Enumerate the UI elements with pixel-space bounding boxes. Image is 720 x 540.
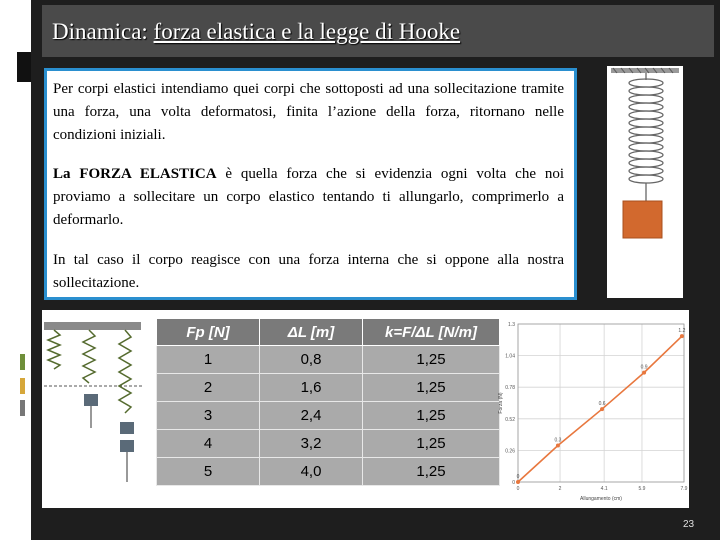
data-point bbox=[680, 334, 684, 338]
y-tick-label: 1.3 bbox=[508, 322, 515, 328]
x-axis-label: Allungamento (cm) bbox=[580, 496, 622, 502]
x-tick-label: 0 bbox=[516, 486, 520, 492]
elastic-force-term: La FORZA ELASTICA bbox=[53, 166, 217, 182]
data-label: 0.3 bbox=[554, 437, 562, 444]
table-row bbox=[157, 402, 500, 430]
paragraph-elastic-force bbox=[53, 163, 564, 232]
hooke-data-table bbox=[156, 318, 500, 486]
data-point bbox=[600, 407, 604, 411]
table-cell: 3,2 bbox=[260, 430, 363, 458]
page-number: 23 bbox=[683, 519, 695, 530]
text-box bbox=[44, 68, 577, 300]
y-axis-label: Forza (N) bbox=[498, 392, 504, 414]
table-cell: 1,25 bbox=[363, 430, 500, 458]
title-prefix: Dinamica: bbox=[52, 19, 154, 44]
y-tick-label: 0.78 bbox=[505, 385, 515, 392]
title-main: forza elastica e la legge di Hooke bbox=[153, 19, 461, 44]
y-tick-label: 1.04 bbox=[505, 353, 515, 360]
data-label: 1.2 bbox=[678, 328, 686, 335]
table-cell: 2 bbox=[157, 374, 260, 402]
figure-panel bbox=[42, 310, 689, 508]
table-cell: 0,8 bbox=[260, 346, 363, 374]
table-cell: 4,0 bbox=[260, 458, 363, 486]
table-row bbox=[157, 374, 500, 402]
spring-illustration bbox=[607, 66, 683, 298]
data-label: 0 bbox=[516, 474, 520, 480]
table-cell: 1,25 bbox=[363, 458, 500, 486]
x-tick-label: 4.1 bbox=[600, 486, 608, 492]
y-tick-label: 0.26 bbox=[505, 448, 515, 455]
data-label: 0.6 bbox=[598, 401, 606, 408]
x-tick-label: 2 bbox=[558, 486, 562, 492]
paragraph-reaction: In tal caso il corpo reagisce con una forza interna che si oppone alla nostra sollecitazione. bbox=[53, 252, 564, 291]
table-header: ΔL [m] bbox=[260, 319, 363, 346]
table-cell: 1,25 bbox=[363, 346, 500, 374]
decoration-mark bbox=[20, 378, 25, 394]
table-row bbox=[157, 430, 500, 458]
table-cell: 1 bbox=[157, 346, 260, 374]
table-cell: 4 bbox=[157, 430, 260, 458]
data-point bbox=[516, 480, 520, 484]
table-header: k=F/ΔL [N/m] bbox=[363, 319, 500, 346]
table-cell: 1,25 bbox=[363, 374, 500, 402]
elastic-force-text: è quella forza che si evidenzia ogni volta che noi proviamo a sollecitare un corpo elastico tentando ti allungarlo, comprimerlo a deformarlo. bbox=[53, 166, 565, 228]
table-header: Fp [N] bbox=[157, 319, 260, 346]
data-point bbox=[642, 371, 646, 375]
force-elongation-chart bbox=[494, 316, 692, 504]
x-tick-label: 5.9 bbox=[638, 486, 646, 492]
y-tick-label: 0.52 bbox=[505, 416, 515, 423]
decoration-mark bbox=[20, 400, 25, 416]
table-cell: 2,4 bbox=[260, 402, 363, 430]
slide-decoration-bar bbox=[17, 52, 31, 82]
spring-with-weight-icon bbox=[607, 66, 683, 298]
table-header-row bbox=[157, 319, 500, 346]
table-cell: 3 bbox=[157, 402, 260, 430]
series-line bbox=[518, 336, 682, 482]
table-cell: 1,6 bbox=[260, 374, 363, 402]
data-label: 0.9 bbox=[640, 364, 648, 371]
decoration-mark bbox=[20, 354, 25, 370]
paragraph-definition: Per corpi elastici intendiamo quei corpi che sottoposti ad una sollecitazione tramite una forza, una volta deformatosi, finita l’azione della forza, ritornano nelle condizioni iniziali. bbox=[53, 81, 564, 143]
slide-title bbox=[52, 19, 460, 45]
y-tick-label: 0 bbox=[512, 480, 515, 486]
table-row bbox=[157, 346, 500, 374]
table-cell: 1,25 bbox=[363, 402, 500, 430]
data-point bbox=[556, 444, 560, 448]
x-tick-label: 7.9 bbox=[680, 486, 688, 492]
springs-diagram-icon bbox=[42, 310, 152, 508]
table-row bbox=[157, 458, 500, 486]
table-cell: 5 bbox=[157, 458, 260, 486]
